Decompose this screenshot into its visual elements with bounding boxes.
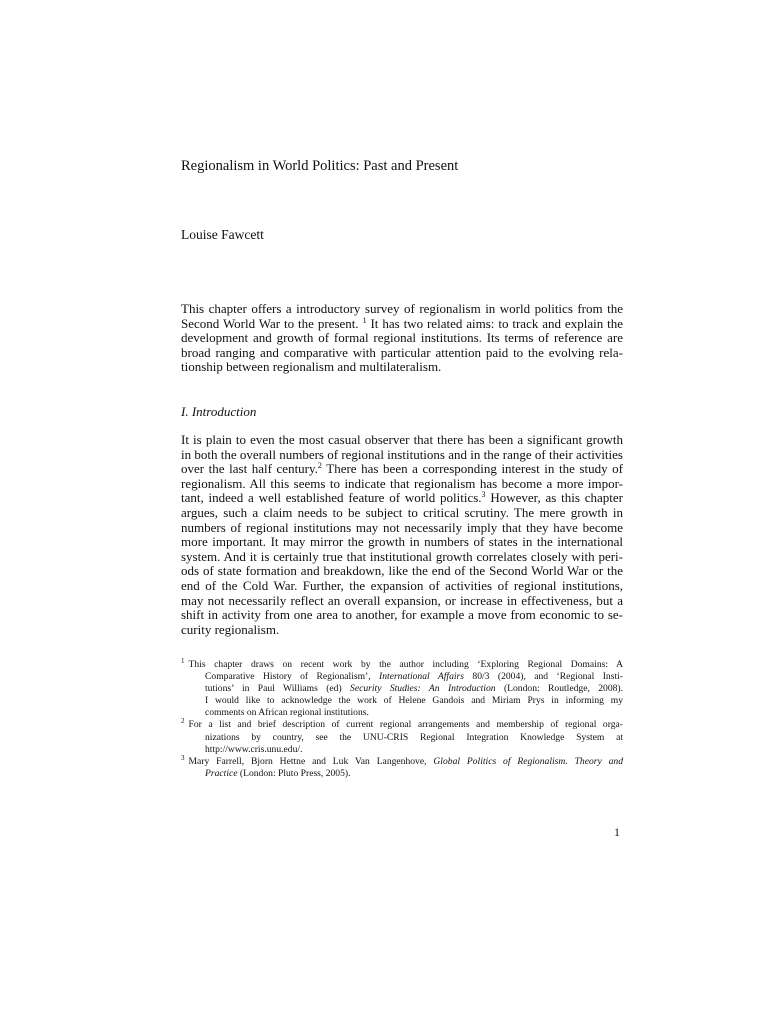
introduction-line: argues, such a claim needs to be subject to critical scrutiny. The mere growth in — [181, 504, 623, 520]
footnote-number: 1 — [181, 657, 185, 665]
introduction-line: more important. It may mirror the growth in numbers of states in the international — [181, 534, 623, 550]
footnote-number: 3 — [181, 753, 185, 762]
abstract-paragraph — [181, 302, 623, 375]
footnote-line: Comparative History of Regionalism’, International Affairs 80/3 (2004), and ‘Regional Insti- — [205, 671, 623, 683]
introduction-line: may not necessarily reflect an overall expansion, or increase in effectiveness, but a — [181, 592, 623, 608]
introduction-line: regionalism. All this seems to indicate that regionalism has become a more impor- — [181, 475, 623, 491]
footnote-line: $^3$ Mary Farrell, Bjorn Hettne and Luk Van Langenhove, Global Politics of Regionalism. Theory and — [181, 753, 623, 767]
chapter-title: Regionalism in World Politics: Past and Present — [181, 158, 459, 174]
footnote-line: comments on African regional institutions. — [205, 707, 369, 719]
footnote-reference[interactable]: 1 — [362, 315, 367, 325]
introduction-line: system. And it is certainly true that institutional growth correlates closely with peri- — [181, 548, 623, 564]
abstract-line: This chapter offers a introductory survey of regionalism in world politics from the — [181, 301, 623, 316]
introduction-line: numbers of regional institutions may not necessarily imply that they have become — [181, 519, 623, 535]
introduction-paragraph — [181, 433, 623, 637]
abstract-line: broad ranging and comparative with particular attention paid to the evolving rela- — [181, 344, 623, 360]
footnote-line: Practice (London: Pluto Press, 2005). — [205, 767, 351, 779]
introduction-line: shift in activity from one area to another, for example a move from economic to se- — [181, 607, 623, 623]
introduction-line: over the last half century.$^2$ There has been a corresponding interest in the study of — [181, 461, 623, 477]
footnotes — [181, 659, 623, 780]
abstract-line: Second World War to the present. $^1$ It has two related aims: to track and explain the — [181, 315, 623, 331]
footnote-3 — [181, 753, 623, 780]
abstract-line: tionship between regionalism and multilateralism. — [181, 359, 442, 375]
footnote-reference[interactable]: 2 — [317, 461, 322, 471]
introduction-line: ods of state formation and breakdown, like the end of the Second World War or the — [181, 563, 623, 579]
introduction-line: tant, indeed a well established feature of world politics.$^3$ However, as this chapter — [181, 490, 623, 506]
footnote-line: I would like to acknowledge the work of Helene Gandois and Miriam Prys in informing my — [205, 695, 623, 707]
page-number: 1 — [614, 825, 620, 839]
introduction-line: It is plain to even the most casual observer that there has been a significant growth — [181, 432, 623, 447]
abstract-line: development and growth of formal regional institutions. Its terms of reference are — [181, 330, 623, 346]
footnote-reference[interactable]: 3 — [481, 490, 486, 500]
footnote-line: tutions’ in Paul Williams (ed) Security Studies: An Introduction (London: Routledge, 2008). — [205, 683, 624, 695]
footnote-line: nizations by country, see the UNU-CRIS Regional Integration Knowledge System at — [205, 731, 623, 743]
introduction-line: curity regionalism. — [181, 621, 280, 637]
footnote-2 — [181, 719, 623, 755]
footnote-1 — [181, 659, 623, 719]
footnote-line: $^2$ For a list and brief description of current regional arrangements and membership of regional orga- — [181, 717, 623, 731]
footnote-line: $^1$ This chapter draws on recent work by the author including ‘Exploring Regional Domains: A — [181, 657, 623, 670]
section-heading-introduction: I. Introduction — [181, 404, 257, 419]
introduction-line: end of the Cold War. Further, the expansion of activities of regional institutions, — [181, 577, 623, 593]
introduction-line: in both the overall numbers of regional institutions and in the range of their activities — [181, 446, 623, 462]
author-name: Louise Fawcett — [181, 227, 264, 242]
footnote-number: 2 — [181, 717, 185, 726]
footnote-line: http://www.cris.unu.edu/. — [205, 743, 303, 755]
